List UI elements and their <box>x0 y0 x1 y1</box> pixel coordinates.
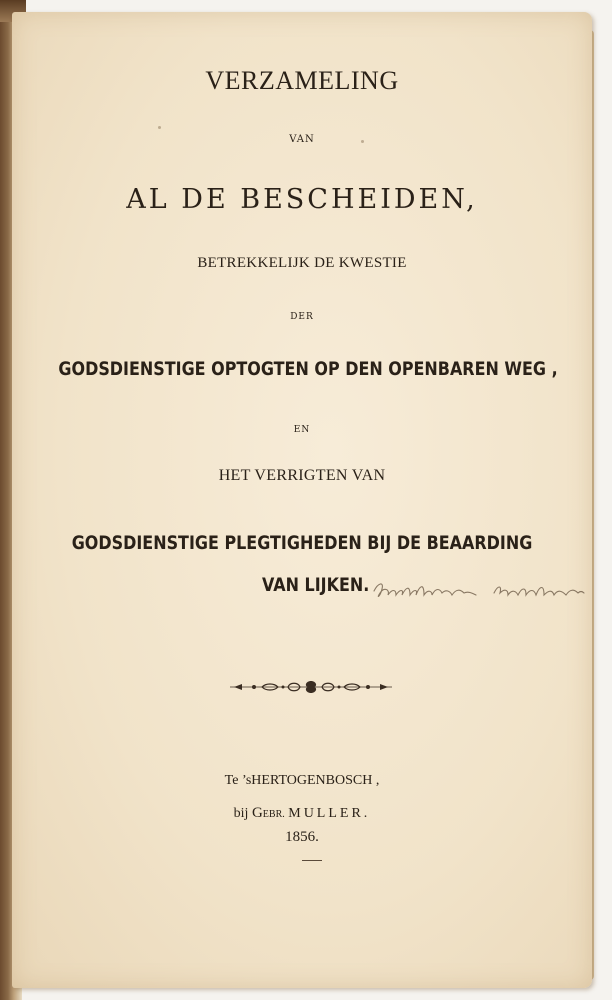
closing-rule <box>302 860 322 861</box>
gebr-abbreviation <box>252 806 285 821</box>
handwritten-pencil-note <box>372 577 586 603</box>
betrekkelijk-line: BETREKKELIJK DE KWESTIE <box>197 255 407 271</box>
topic-processions: GODSDIENSTIGE OPTOGTEN OP DEN OPENBAREN WEG , <box>58 358 558 380</box>
connector-van: VAN <box>289 134 315 145</box>
topic-ceremonies-line2: VAN LIJKEN. <box>262 574 370 596</box>
place-name: HERTOGENBOSCH , <box>251 773 380 788</box>
paper-speck <box>158 126 161 129</box>
imprint-place <box>12 773 592 789</box>
publication-year: 1856. <box>285 829 319 845</box>
publisher-prefix: bij <box>233 806 249 821</box>
gebr-rest: EBR. <box>262 809 285 820</box>
connector-en: EN <box>293 425 311 435</box>
imprint-publisher <box>12 805 592 822</box>
publisher-name: MULLER. <box>288 806 371 821</box>
decorative-ornament-icon <box>228 678 394 696</box>
connector-der: DER <box>290 312 314 322</box>
gebr-first-letter: G <box>251 805 263 821</box>
place-prefix: Te ’s <box>224 773 252 788</box>
title: VERZAMELING <box>205 66 399 95</box>
subject-heading: AL DE BESCHEIDEN, <box>126 184 478 215</box>
verrigten-line: HET VERRIGTEN VAN <box>218 467 386 484</box>
topic-ceremonies-line1: GODSDIENSTIGE PLEGTIGHEDEN BIJ DE BEAARDING <box>71 532 533 554</box>
